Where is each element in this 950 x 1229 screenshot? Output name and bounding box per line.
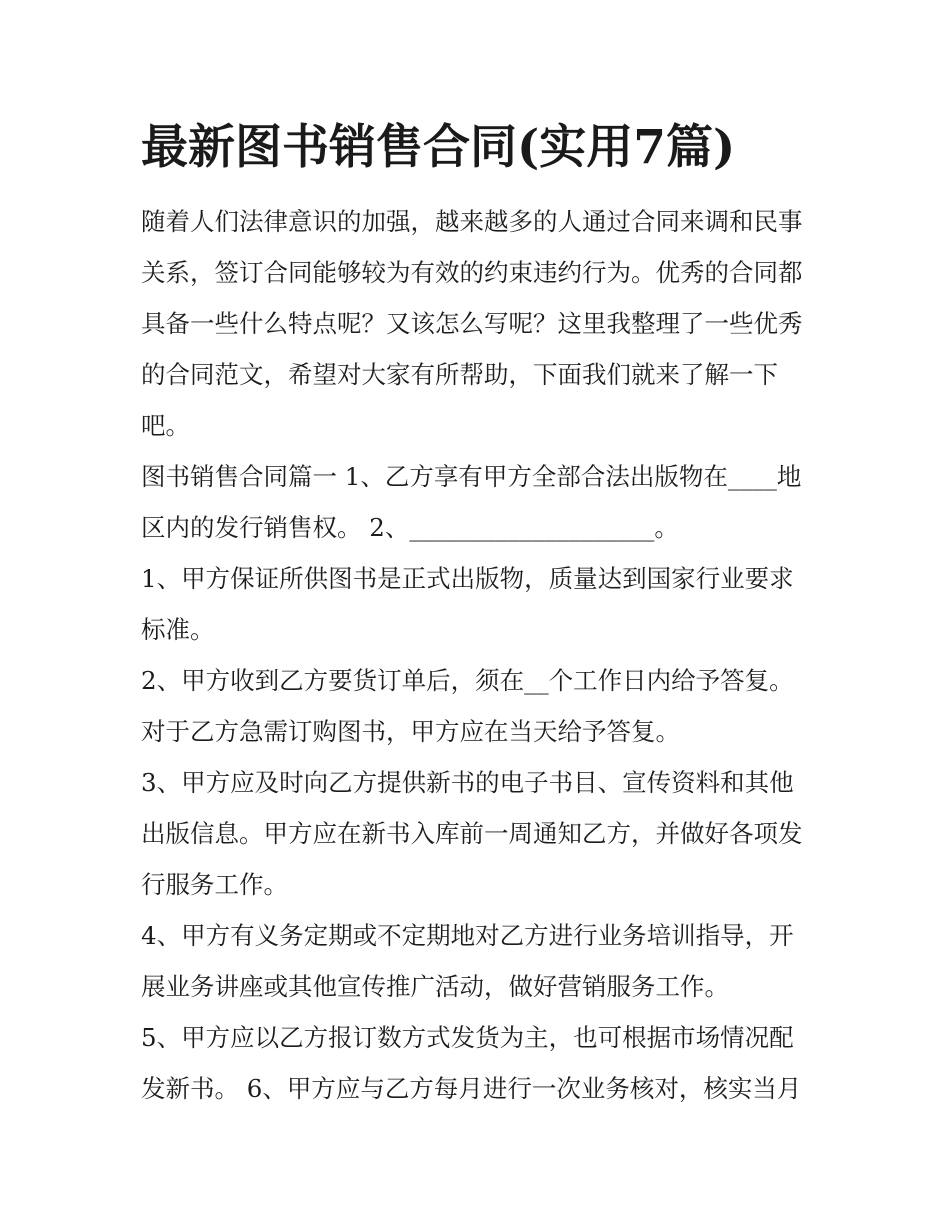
document-body <box>141 196 813 1114</box>
paragraph-intro: 随着人们法律意识的加强，越来越多的人通过合同来调和民事关系，签订合同能够较为有效的约束违约行为。优秀的合同都具备一些什么特点呢？又该怎么写呢？这里我整理了一些优秀的合同范文，希望对大家有所帮助，下面我们就来了解一下吧。 <box>141 207 803 440</box>
paragraph-clause-2: 2、甲方收到乙方要货订单后，须在__个工作日内给予答复。对于乙方急需订购图书，甲方应在当天给予答复。 <box>141 666 794 746</box>
document-title: 最新图书销售合同(实用7篇) <box>141 120 736 175</box>
paragraph-clause-5-6: 5、甲方应以乙方报订数方式发货为主，也可根据市场情况配发新书。 6、甲方应与乙方每月进行一次业务核对，核实当月 <box>141 1023 802 1103</box>
paragraph-clause-3: 3、甲方应及时向乙方提供新书的电子书目、宣传资料和其他出版信息。甲方应在新书入库前一周通知乙方，并做好各项发行服务工作。 <box>141 768 803 899</box>
paragraph-clause-4: 4、甲方有义务定期或不定期地对乙方进行业务培训指导，开展业务讲座或其他宣传推广活动，做好营销服务工作。 <box>141 921 794 1001</box>
paragraph-clause-1: 1、甲方保证所供图书是正式出版物，质量达到国家行业要求标准。 <box>141 564 794 644</box>
paragraph-contract-one-header: 图书销售合同篇一 1、乙方享有甲方全部合法出版物在____地区内的发行销售权。 2、____________________。 <box>141 462 802 542</box>
